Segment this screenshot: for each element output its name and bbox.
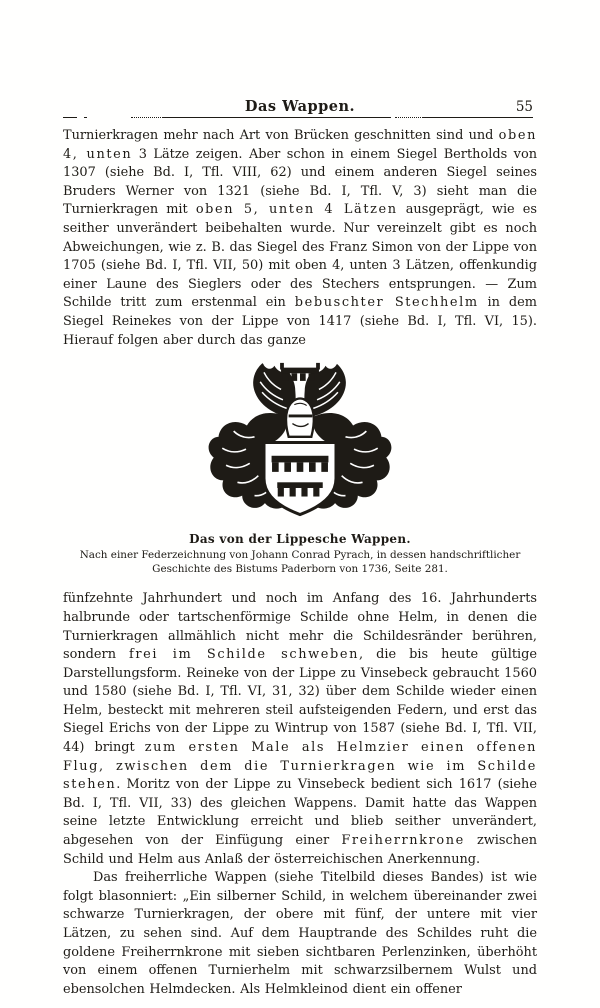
page-body — [63, 127, 537, 999]
page-number: 55 — [515, 99, 533, 115]
running-title: Das Wappen. — [244, 98, 356, 115]
header-rule-dash — [63, 117, 77, 118]
running-header — [0, 0, 600, 122]
helmet — [286, 399, 314, 437]
paragraph-turnierkragen-seals: Turnierkragen mehr nach Art von Brücken geschnitten sind und oben 4, unten 3 Lätze zeigen. Aber schon in einem Siegel Bertholds von 1307 (siehe Bd. I, Tfl. VIII, 62) und einem anderen Siegel seines Bruders Werner von 1321 (siehe Bd. I, Tfl. V, 3) sieht man die Turnierkragen mit oben 5, unten 4 Lätzen ausgeprägt, wie es seither unverändert beibehalten wurde. Nur vereinzelt gibt es noch Abweichungen, wie z. B. das Siegel des Franz Simon von der Lippe von 1705 (siehe Bd. I, Tfl. VII, 50) mit oben 4, unten 3 Lätzen, offenkundig einer Laune des Sieglers oder des Stechers entsprungen. — Zum Schilde tritt zum erstenmal ein bebuschter Stechhelm in dem Siegel Reinekes von der Lippe von 1417 (siehe Bd. I, Tfl. VI, 15). Hierauf folgen aber durch das ganze — [63, 128, 538, 348]
coat-of-arms-illustration — [205, 361, 395, 524]
crest-turnierkragen — [280, 363, 320, 381]
header-rule-center — [163, 117, 391, 118]
figure-caption-source: Nach einer Federzeichnung von Johann Conrad Pyrach, in dessen handschriftlicher Geschichte des Bistums Paderborn von 1736, Seite 281. — [79, 549, 521, 575]
coat-of-arms-figure — [63, 361, 537, 576]
header-rule-dotted-left — [131, 117, 163, 118]
header-rule-right — [423, 117, 533, 118]
figure-caption — [63, 532, 537, 576]
header-rule-dotted-right — [395, 117, 423, 118]
paragraph-blazon: Das freiherrliche Wappen (siehe Titelbild dieses Bandes) ist wie folgt blasonniert: „Ein silberner Schild, in welchem übereinander zwei schwarze Turnierkragen, der obere mit fünf, der untere mit vier Lätzen, zu sehen sind. Auf dem Hauptrande des Schildes ruht die goldene Freiherrnkrone mit sieben sichtbaren Perlenzinken, überhöht von einem offenen Turnierhelm mit schwarzsilbernem Wulst und ebensolchen Helmdecken. Als Helmkleinod dient ein offener — [63, 870, 537, 997]
figure-caption-title: Das von der Lippesche Wappen. — [189, 532, 411, 547]
paragraph-shield-development: fünfzehnte Jahrhundert und noch im Anfang des 16. Jahrhunderts halbrunde oder tartschenförmige Schilde ohne Helm, in denen die Turnierkragen allmählich nicht mehr die Schildesränder berühren, sondern frei im Schilde schweben, die bis heute gültige Darstellungsform. Reineke von der Lippe zu Vinsebeck gebraucht 1560 und 1580 (siehe Bd. I, Tfl. VI, 31, 32) über dem Schilde wieder einen Helm, besteckt mit mehreren steil aufsteigenden Federn, und erst das Siegel Erichs von der Lippe zu Wintrup von 1587 (siehe Bd. I, Tfl. VII, 44) bringt zum ersten Male als Helmzier einen offenen Flug, zwischen dem die Turnierkragen wie im Schilde stehen. Moritz von der Lippe zu Vinsebeck bedient sich 1617 (siehe Bd. I, Tfl. VII, 33) des gleichen Wappens. Damit hatte das Wappen seine letzte Entwicklung erreicht und blieb seither unverändert, abgesehen von der Einfügung einer Freiherrnkrone zwischen Schild und Helm aus Anlaß der österreichischen Anerkennung. — [63, 591, 538, 867]
header-rule-dot — [84, 117, 87, 118]
